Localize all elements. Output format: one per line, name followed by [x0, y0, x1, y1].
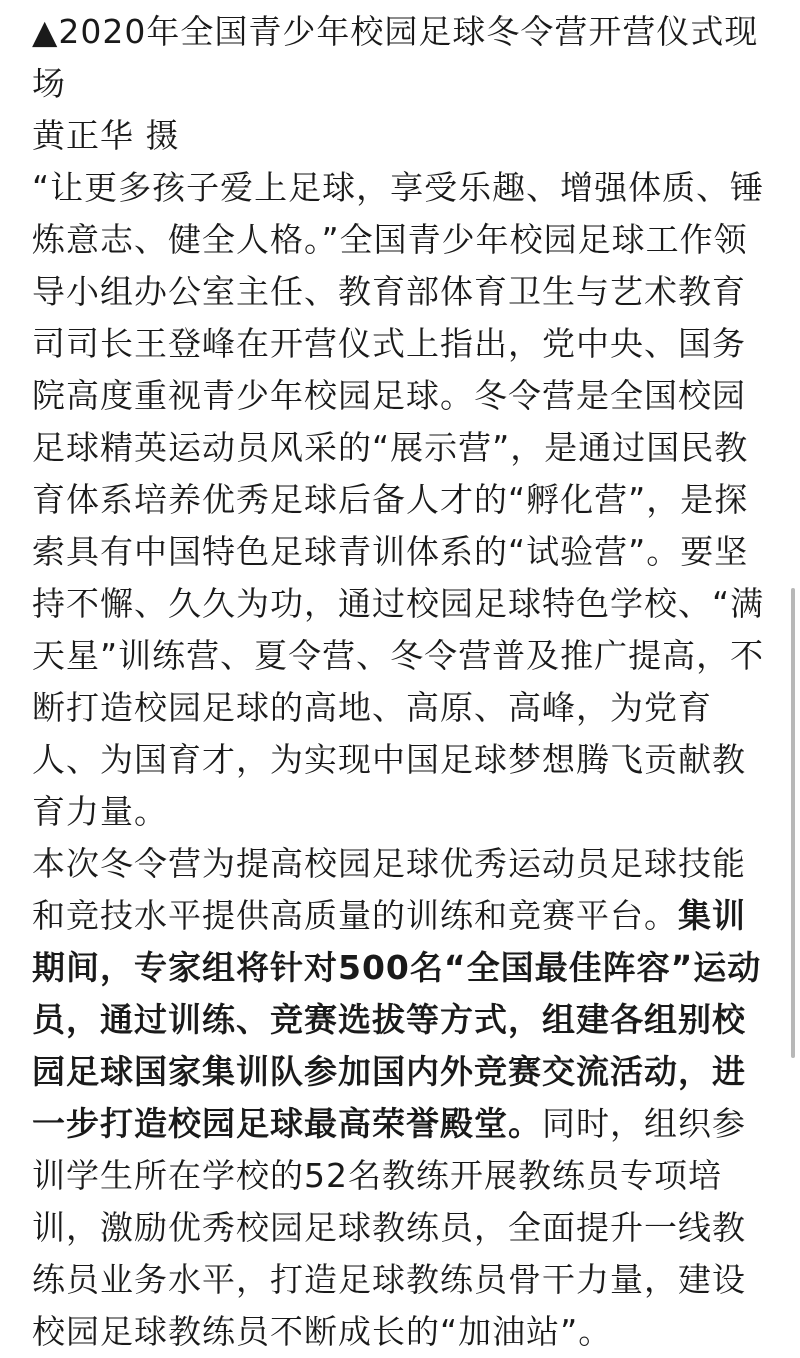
paragraph-2-rest: 同时，组织参训学生所在学校的52名教练开展教练员专项培训，激励优秀校园足球教练员，全面提升一线教练员业务水平，打造足球教练员骨干力量，建设校园足球教练员不断成长的“加油站”。: [32, 1104, 746, 1351]
scrollbar[interactable]: [791, 588, 795, 1058]
paragraph-2-bold: 集训期间，专家组将针对500名“全国最佳阵容”运动员，通过训练、竞赛选拔等方式，组建各组别校园足球国家集训队参加国内外竞赛交流活动，进一步打造校园足球最高荣誉殿堂。: [32, 896, 762, 1143]
caption-title: ▲2020年全国青少年校园足球冬令营开营仪式现场: [32, 12, 759, 103]
paragraph-1: “让更多孩子爱上足球，享受乐趣、增强体质、锤炼意志、健全人格。”全国青少年校园足球工作领导小组办公室主任、教育部体育卫生与艺术教育司司长王登峰在开营仪式上指出，党中央、国务院高度重视青少年校园足球。冬令营是全国校园足球精英运动员风采的“展示营”，是通过国民教育体系培养优秀足球后备人才的“孵化营”，是探索具有中国特色足球青训体系的“试验营”。要坚持不懈、久久为功，通过校园足球特色学校、“满天星”训练营、夏令营、冬令营普及推广提高，不断打造校园足球的高地、高原、高峰，为党育人、为国育才，为实现中国足球梦想腾飞贡献教育力量。: [32, 168, 765, 831]
photo-caption: [32, 6, 772, 162]
paragraph-2-intro: 本次冬令营为提高校园足球优秀运动员足球技能和竞技水平提供高质量的训练和竞赛平台。: [32, 844, 746, 935]
paragraph-2: [32, 838, 772, 1358]
photo-credit: 黄正华 摄: [32, 116, 180, 155]
article-body: [32, 6, 772, 1358]
